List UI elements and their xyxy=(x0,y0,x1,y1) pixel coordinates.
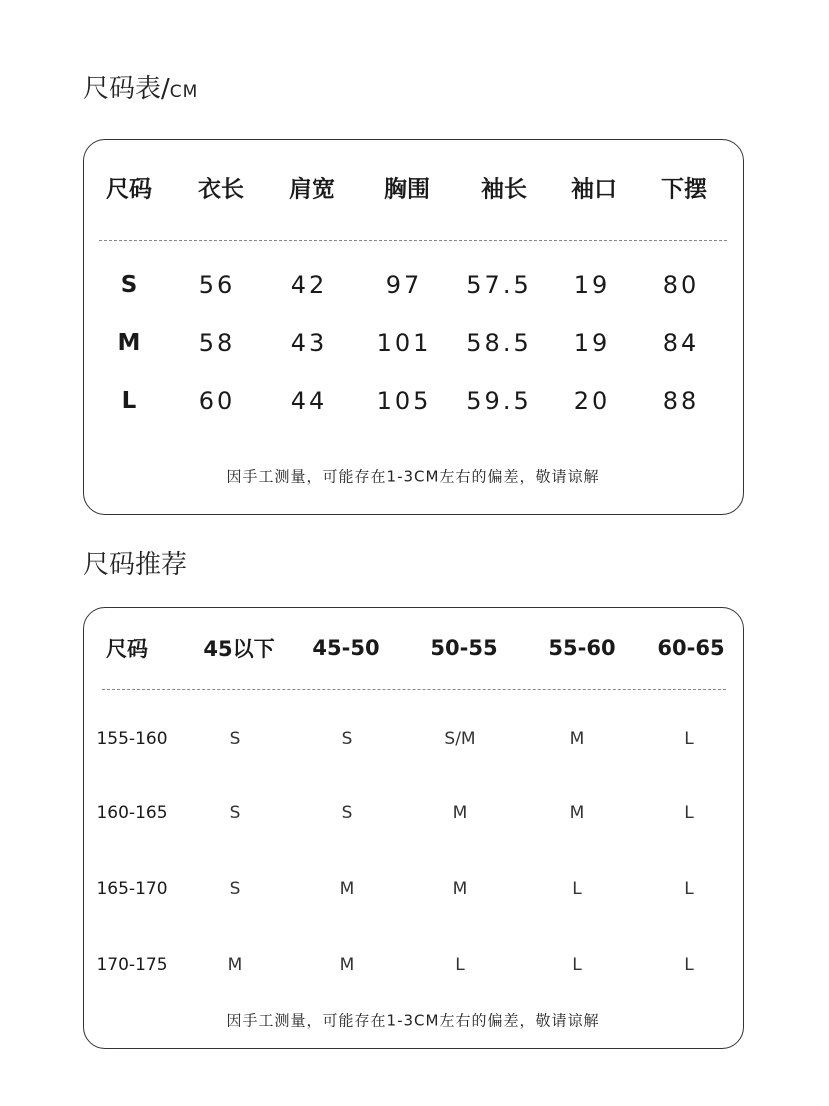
header-weight-range: 55-60 xyxy=(548,636,616,660)
cell-size: M xyxy=(227,955,243,975)
header-length: 衣长 xyxy=(198,176,244,203)
row-height: 165-170 xyxy=(96,879,168,899)
size-chart-table xyxy=(83,139,744,515)
header-hem: 下摆 xyxy=(661,176,707,203)
cell-value: 57.5 xyxy=(466,271,532,299)
cell-size: S xyxy=(341,729,353,749)
header-sleeve-length: 袖长 xyxy=(481,176,527,203)
header-weight-range: 45-50 xyxy=(312,636,380,660)
header-divider xyxy=(99,240,727,241)
cell-size: M xyxy=(339,955,355,975)
cell-size: S xyxy=(229,803,241,823)
cell-value: 43 xyxy=(290,329,328,357)
cell-value: 84 xyxy=(662,329,700,357)
cell-value: 101 xyxy=(376,329,432,357)
cell-size: L xyxy=(684,729,694,749)
row-height: 170-175 xyxy=(96,955,168,975)
cell-value: 58 xyxy=(198,329,236,357)
cell-value: 88 xyxy=(662,387,700,415)
size-recommendation-title: 尺码推荐 xyxy=(83,550,188,580)
cell-size: M xyxy=(452,879,468,899)
cell-value: 20 xyxy=(573,387,611,415)
cell-size: L xyxy=(684,803,694,823)
cell-size: L xyxy=(572,879,582,899)
size-chart-unit: CM xyxy=(169,82,199,102)
cell-value: 105 xyxy=(376,387,432,415)
cell-value: 80 xyxy=(662,271,700,299)
cell-size: M xyxy=(569,729,585,749)
cell-value: 56 xyxy=(198,271,236,299)
header-weight-range: 50-55 xyxy=(430,636,498,660)
cell-size: S xyxy=(341,803,353,823)
cell-size: L xyxy=(684,955,694,975)
header-shoulder: 肩宽 xyxy=(289,176,335,203)
size-chart-title xyxy=(83,68,198,105)
header-weight-range: 60-65 xyxy=(657,636,725,660)
cell-value: 44 xyxy=(290,387,328,415)
cell-value: 97 xyxy=(385,271,423,299)
row-size-m: M xyxy=(117,330,141,356)
size-chart-title-text: 尺码表/ xyxy=(83,74,170,104)
cell-size: S/M xyxy=(444,729,476,749)
header-cuff: 袖口 xyxy=(571,176,617,203)
header-size: 尺码 xyxy=(106,176,152,203)
row-size-l: L xyxy=(121,388,137,414)
cell-value: 42 xyxy=(290,271,328,299)
header-size: 尺码 xyxy=(106,637,148,661)
header-chest: 胸围 xyxy=(384,176,430,203)
cell-size: L xyxy=(455,955,465,975)
header-weight-range: 45以下 xyxy=(203,637,275,661)
row-height: 160-165 xyxy=(96,803,168,823)
cell-value: 60 xyxy=(198,387,236,415)
cell-value: 19 xyxy=(573,329,611,357)
header-divider xyxy=(102,689,726,690)
measurement-note: 因手工测量，可能存在1-3CM左右的偏差，敬请谅解 xyxy=(226,467,600,486)
cell-size: M xyxy=(339,879,355,899)
cell-value: 58.5 xyxy=(466,329,532,357)
row-size-s: S xyxy=(120,272,138,298)
size-recommendation-table xyxy=(83,607,744,1049)
cell-size: S xyxy=(229,879,241,899)
cell-size: L xyxy=(684,879,694,899)
row-height: 155-160 xyxy=(96,729,168,749)
cell-size: S xyxy=(229,729,241,749)
cell-size: L xyxy=(572,955,582,975)
measurement-note: 因手工测量，可能存在1-3CM左右的偏差，敬请谅解 xyxy=(226,1011,600,1030)
cell-value: 59.5 xyxy=(466,387,532,415)
cell-size: M xyxy=(569,803,585,823)
cell-size: M xyxy=(452,803,468,823)
cell-value: 19 xyxy=(573,271,611,299)
